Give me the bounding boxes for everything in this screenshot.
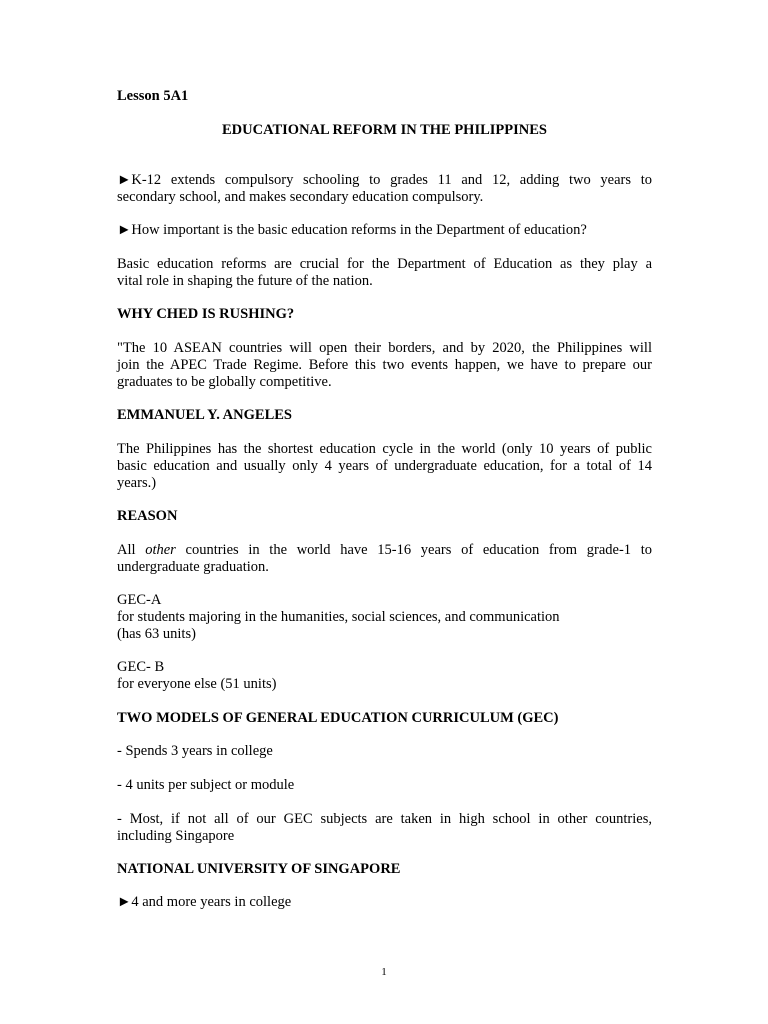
heading-why-ched: WHY CHED IS RUSHING? [117, 306, 295, 322]
heading-reason: REASON [117, 508, 178, 524]
document-title: EDUCATIONAL REFORM IN THE PHILIPPINES [222, 122, 547, 138]
education-cycle-line-3: years.) [117, 475, 157, 491]
lesson-label: Lesson 5A1 [117, 88, 189, 104]
bullet-gec-subjects-line-2: including Singapore [117, 828, 235, 844]
heading-nus: NATIONAL UNIVERSITY OF SINGAPORE [117, 861, 401, 877]
bullet-gec-subjects-line-1: - Most, if not all of our GEC subjects are taken in high school in other countries, [117, 811, 652, 827]
bullet-three-years: - Spends 3 years in college [117, 743, 273, 759]
reason-text-start: All [117, 542, 146, 558]
bullet-four-units: - 4 units per subject or module [117, 777, 295, 793]
gec-a-description: for students majoring in the humanities, social sciences, and communication [117, 609, 560, 625]
heading-emmanuel-angeles: EMMANUEL Y. ANGELES [117, 407, 292, 423]
k12-paragraph-line-1: ►K-12 extends compulsory schooling to grades 11 and 12, adding two years to [117, 172, 652, 188]
education-cycle-line-1: The Philippines has the shortest education cycle in the world (only 10 years of public [117, 441, 652, 457]
quote-line-1: "The 10 ASEAN countries will open their borders, and by 2020, the Philippines will [117, 340, 652, 356]
quote-line-3: graduates to be globally competitive. [117, 374, 332, 390]
reason-line-2: undergraduate graduation. [117, 559, 269, 575]
basic-reform-line-2: vital role in shaping the future of the nation. [117, 273, 373, 289]
quote-line-2: join the APEC Trade Regime. Before this two events happen, we have to prepare our [117, 357, 652, 373]
nus-years: ►4 and more years in college [117, 894, 292, 910]
gec-b-description: for everyone else (51 units) [117, 676, 277, 692]
gec-a-units: (has 63 units) [117, 626, 196, 642]
education-cycle-line-2: basic education and usually only 4 years of undergraduate education, for a total of 14 [117, 458, 652, 474]
reform-question: ►How important is the basic education reforms in the Department of education? [117, 222, 587, 238]
k12-paragraph-line-2: secondary school, and makes secondary education compulsory. [117, 189, 484, 205]
heading-two-models: TWO MODELS OF GENERAL EDUCATION CURRICULUM (GEC) [117, 710, 559, 726]
gec-b-label: GEC- B [117, 659, 165, 675]
gec-a-label: GEC-A [117, 592, 162, 608]
reason-italic-word: other [145, 542, 176, 558]
reason-text-end: countries in the world have 15-16 years of education from grade-1 to [175, 542, 653, 558]
page-number: 1 [381, 966, 387, 978]
basic-reform-line-1: Basic education reforms are crucial for the Department of Education as they play a [117, 256, 652, 272]
reason-line-1 [117, 542, 652, 559]
